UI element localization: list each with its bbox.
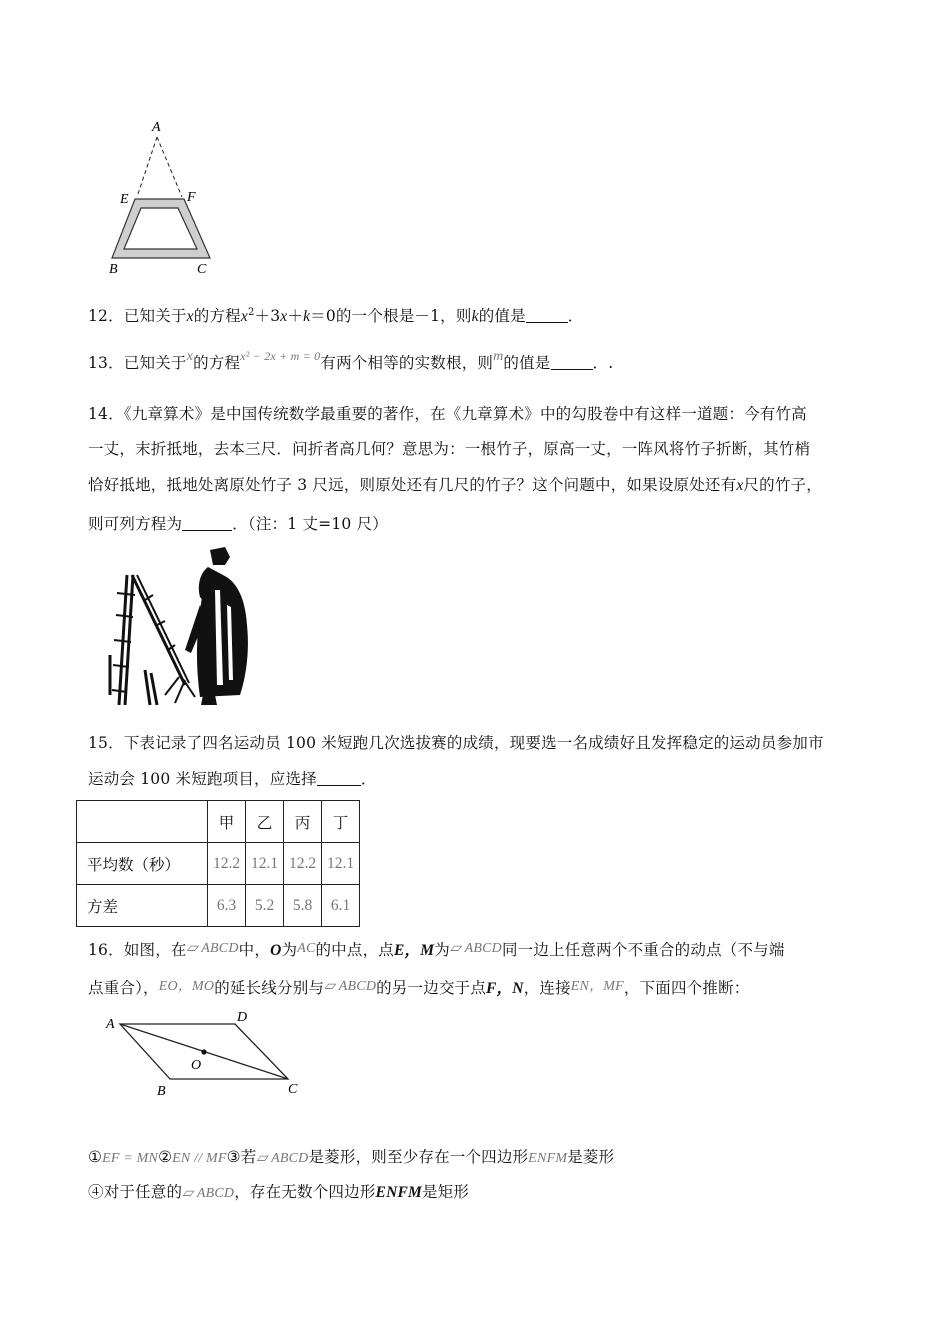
question-14-line-2: 一丈，末折抵地，去本三尺．问折者高几何？意思为：一根竹子，原高一丈，一阵风将竹子折断，其竹梢 [88, 440, 811, 458]
table-cell: 12.2 [208, 843, 246, 885]
table-header-cell: 乙 [246, 801, 284, 843]
table-cell: 6.1 [322, 885, 360, 927]
table-header-row [77, 801, 360, 843]
parallelogram-figure [100, 1008, 320, 1103]
label-A: A [106, 1017, 115, 1032]
table-cell: 12.1 [246, 843, 284, 885]
answer-blank[interactable] [551, 354, 593, 371]
label-E: E [120, 192, 129, 207]
label-C: C [288, 1082, 298, 1097]
table-row [77, 843, 360, 885]
bamboo-icon [110, 575, 195, 705]
table-header-cell: 丙 [284, 801, 322, 843]
question-13: 13．已知关于x的方程$^{x^2 - 2x + m = 0}$有两个相等的实数根，则m的值是 ．. [88, 349, 614, 372]
label-C: C [197, 262, 207, 277]
table-cell: 12.1 [322, 843, 360, 885]
question-16-line-2: 点重合），EO，MO的延长线分别与▱ ABCD的另一边交于点F，N，连接EN，MF，下面四个推断： [88, 979, 750, 997]
label-B: B [157, 1084, 166, 1099]
label-F: F [187, 190, 196, 205]
bamboo-scholar-illustration [105, 545, 260, 710]
question-16-statements-1-3: ①EF = MN②EN // MF③若▱ ABCD是菱形，则至少存在一个四边形ENFM是菱形 [88, 1148, 615, 1166]
label-A: A [152, 120, 161, 135]
question-16-statement-4: ④对于任意的▱ ABCD，存在无数个四边形ENFM是矩形 [88, 1183, 470, 1201]
question-12: 12．已知关于x的方程$x^2+3x+k=0$的一个根是－1，则k的值是 ． [88, 307, 584, 325]
answer-blank[interactable] [182, 515, 232, 532]
answer-blank[interactable] [317, 770, 361, 787]
question-14-line-3: 恰好抵地，抵地处离原处竹子 3 尺远，则原处还有几尺的竹子？这个问题中，如果设原处还有x尺的竹子， [88, 476, 822, 494]
table-cell: 6.3 [208, 885, 246, 927]
table-header-cell: 甲 [208, 801, 246, 843]
question-14-line-1: 14．《九章算术》是中国传统数学最重要的著作，在《九章算术》中的勾股卷中有这样一道题：今有竹高 [88, 405, 807, 423]
trapezoid-figure [100, 115, 230, 285]
table-cell: 5.2 [246, 885, 284, 927]
label-B: B [109, 262, 118, 277]
table-corner-cell [77, 801, 208, 843]
table-row [77, 885, 360, 927]
question-15-line-1: 15．下表记录了四名运动员 100 米短跑几次选拔赛的成绩，现要选一名成绩好且发挥稳定的运动员参加市 [88, 734, 824, 752]
row-label: 平均数（秒） [77, 843, 208, 885]
table-cell: 12.2 [284, 843, 322, 885]
question-14-line-4: 则可列方程为 ．（注：1 丈=10 尺） [88, 515, 388, 533]
answer-blank[interactable] [526, 307, 568, 324]
table-header-cell: 丁 [322, 801, 360, 843]
question-15-line-2: 运动会 100 米短跑项目，应选择 ． [88, 770, 377, 788]
table-cell: 5.8 [284, 885, 322, 927]
row-label: 方差 [77, 885, 208, 927]
label-D: D [237, 1010, 248, 1025]
scores-table [76, 800, 360, 927]
question-16-line-1: 16．如图，在▱ ABCD中，O为AC的中点，点E，M为▱ ABCD同一边上任意两个不重合的动点（不与端 [88, 941, 785, 959]
label-O: O [191, 1058, 202, 1073]
